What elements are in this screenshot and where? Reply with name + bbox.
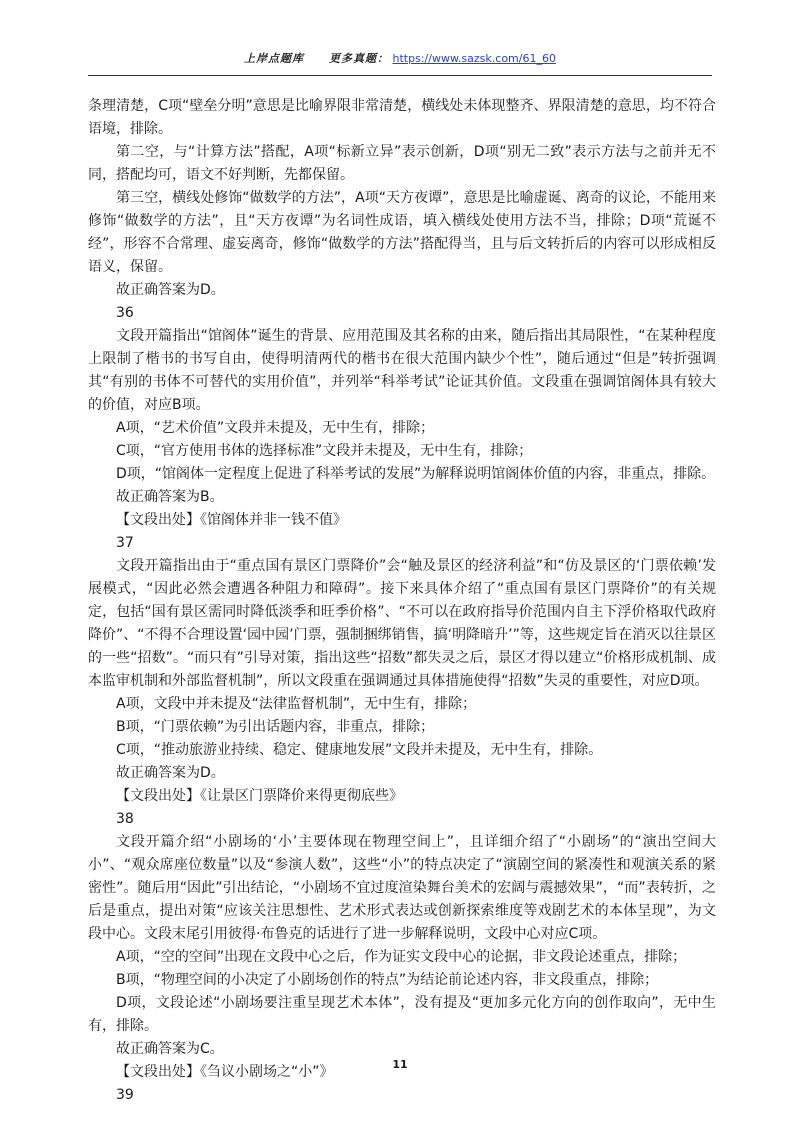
paragraph: 36 <box>116 305 134 321</box>
paragraph: 故正确答案为D。 <box>116 282 225 298</box>
paragraph: D项，文段论述“小剧场要注重呈现艺术本体”，没有提及“更加多元化方向的创作取向”，无中生有，排除。 <box>88 995 716 1034</box>
paragraph: 故正确答案为D。 <box>116 765 225 781</box>
paragraph: C项，“官方使用书体的选择标准”文段并未提及，无中生有，排除； <box>116 443 533 459</box>
paragraph: B项，“物理空间的小决定了小剧场创作的特点”为结论前论述内容，非文段重点，排除； <box>116 972 659 988</box>
paragraph: 文段开篇指出“馆阁体”诞生的背景、应用范围及其名称的由来，随后指出其局限性，“在某种程度上限制了楷书的书写自由，使得明清两代的楷书在很大范围内缺少个性”，随后通过“但是”转折强调其“有别的书体不可替代的实用价值”，并列举“科举考试”论证其价值。文段重在强调馆阁体具有较大的价值，对应B项。 <box>88 328 716 413</box>
paragraph: 故正确答案为B。 <box>116 489 224 505</box>
paragraph: A项，“空的空间”出现在文段中心之后，作为证实文段中心的论据，非文段论述重点，排除； <box>116 949 687 965</box>
header-brand: 上岸点题库 <box>244 52 305 65</box>
paragraph: 【文段出处】《让景区门票降价来得更彻底些》 <box>116 788 403 804</box>
paragraph: 37 <box>116 535 134 551</box>
page-header <box>60 50 740 72</box>
paragraph: 第三空，横线处修饰“做数学的方法”，A项“天方夜谭”，意思是比喻虚诞、离奇的议论，不能用来修饰“做数学的方法”，且“天方夜谭”为名词性成语，填入横线处使用方法不当，排除；D项“荒诞不经”，形容不合常理、虚妄离奇，修饰“做数学的方法”搭配得当，且与后文转折后的内容可以形成相反语义，保留。 <box>88 190 716 275</box>
paragraph: 条理清楚，C项“壁垒分明”意思是比喻界限非常清楚，横线处未体现整齐、界限清楚的意思，均不符合语境，排除。 <box>88 98 716 137</box>
paragraph: 第二空，与“计算方法”搭配，A项“标新立异”表示创新，D项“别无二致”表示方法与之前并无不同，搭配均可，语文不好判断，先都保留。 <box>88 144 716 183</box>
header-divider <box>88 75 712 76</box>
paragraph: 【文段出处】《馆阁体并非一钱不值》 <box>116 512 347 528</box>
paragraph: 38 <box>116 811 134 827</box>
paragraph: 故正确答案为C。 <box>116 1041 224 1057</box>
paragraph: 【文段出处】《刍议小剧场之“小”》 <box>116 1064 334 1080</box>
paragraph: 文段开篇指出由于“重点国有景区门票降价”会“触及景区的经济利益”和“仿及景区的‘门票依赖’发展模式，“因此必然会遭遇各种阻力和障碍”。接下来具体介绍了“重点国有景区门票降价”的有关规定，包括“国有景区需同时降低淡季和旺季价格”、“不可以在政府指导价范围内自主下浮价格取代政府降价”、“不得不合理设置‘园中园’门票，强制捆绑销售，搞‘明降暗升’”等，这些规定旨在消灭以往景区的一些“招数”。“而只有”引导对策，指出这些“招数”都失灵之后，景区才得以建立“价格形成机制、成本监审机制和外部监督机制”，所以文段重在强调通过具体措施使得“招数”失灵的重要性，对应D项。 <box>88 558 716 689</box>
paragraph: 文段开篇介绍“小剧场的‘小’主要体现在物理空间上”，且详细介绍了“小剧场”的“演出空间大小”、“观众席座位数量”以及“参演人数”，这些“小”的特点决定了“演剧空间的紧凑性和观演关系的紧密性”。随后用“因此”引出结论，“小剧场不宜过度渲染舞台美术的宏阔与震撼效果”，“而”表转折，之后是重点，提出对策“应该关注思想性、艺术形式表达或创新探索维度等戏剧艺术的本体呈现”，为文段中心。文段末尾引用彼得·布鲁克的话进行了进一步解释说明，文段中心对应C项。 <box>88 834 716 942</box>
paragraph: C项，“推动旅游业持续、稳定、健康地发展”文段并未提及，无中生有，排除。 <box>116 742 603 758</box>
page-number: 11 <box>392 1058 408 1071</box>
header-label: 更多真题： <box>329 52 390 65</box>
document-body <box>88 95 716 1107</box>
paragraph: A项，“艺术价值”文段并未提及，无中生有，排除； <box>116 420 435 436</box>
paragraph: D项，“馆阁体一定程度上促进了科举考试的发展”为解释说明馆阁体价值的内容，非重点，排除。 <box>116 466 716 482</box>
paragraph: B项，“门票依赖”为引出话题内容，非重点，排除； <box>116 719 435 735</box>
header-link[interactable]: https://www.sazsk.com/61_60 <box>392 52 556 65</box>
paragraph: 39 <box>116 1087 134 1103</box>
paragraph: A项，文段中并未提及“法律监督机制”，无中生有，排除； <box>116 696 477 712</box>
